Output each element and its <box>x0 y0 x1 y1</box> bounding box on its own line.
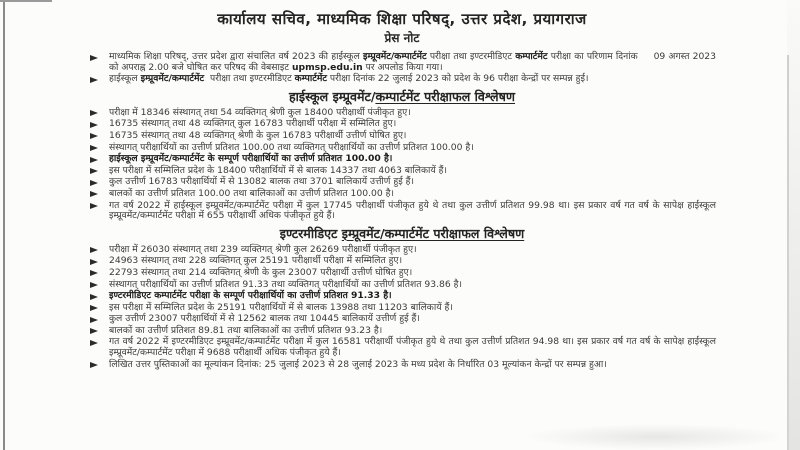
bullet-arrow-icon <box>90 133 98 139</box>
bullet-item <box>88 154 716 165</box>
bullet-item <box>88 52 716 73</box>
bullet-text: 16735 संस्थागत् तथा 48 व्यक्तिगत् कुल 16783 परीक्षार्थी परीक्षा में सम्मिलित हुए। <box>109 118 397 130</box>
bullet-item <box>88 291 716 302</box>
bullet-arrow-icon <box>90 270 98 276</box>
bullet-arrow-icon <box>90 180 98 186</box>
bullet-arrow-icon <box>90 157 98 163</box>
bullet-arrow-icon <box>90 55 98 61</box>
bullet-text: 16735 संस्थागत् तथा 48 व्यक्तिगत् श्रेणी के कुल 16783 परीक्षार्थी उत्तीर्ण घोषित हुए। <box>109 129 407 141</box>
bullet-item <box>88 166 716 177</box>
scan-blotch-bottom <box>526 424 786 450</box>
bullet-text: कुल उत्तीर्ण 23007 परीक्षार्थियों में से 12562 बालक तथा 10445 बालिकायें उत्तीर्ण हुई हैं। <box>109 313 420 325</box>
bullet-arrow-icon <box>90 305 98 311</box>
bullet-item <box>88 337 716 358</box>
bullet-arrow-icon <box>90 145 98 151</box>
bullet-item <box>88 177 716 188</box>
bullet-text: परीक्षा में 18346 संस्थागत् तथा 54 व्यक्तिगत् श्रेणी कुल 18400 परीक्षार्थी पंजीकृत हुए। <box>109 106 411 118</box>
bullet-arrow-icon <box>90 168 98 174</box>
bullet-arrow-icon <box>90 191 98 197</box>
bullet-text: हाईस्कूल इम्प्रूवमेंट/कम्पार्टमेंट के सम्पूर्ण परीक्षार्थियों का उत्तीर्ण प्रतिशत 100.00 है। <box>109 153 393 165</box>
bullet-item <box>88 268 716 279</box>
bullet-text: बालकों का उत्तीर्ण प्रतिशत 100.00 तथा बालिकाओं का उत्तीर्ण प्रतिशत 100.00 है। <box>109 187 394 199</box>
bullet-arrow-icon <box>90 110 98 116</box>
highschool-bullet-list <box>88 108 716 222</box>
bullet-arrow-icon <box>90 282 98 288</box>
bullet-arrow-icon <box>90 317 98 323</box>
bullet-item <box>88 314 716 325</box>
bullet-text: 22793 संस्थागत् तथा 214 व्यक्तिगत् श्रेणी के कुल 23007 परीक्षार्थी उत्तीर्ण घोषित हुए। <box>109 266 413 278</box>
document-content <box>88 10 716 371</box>
heading-text-underlined: इम्प्रूवमेंट/कम्पार्टमेंट परीक्षाफल विश्लेषण <box>341 225 525 241</box>
section-heading-highschool <box>88 89 716 105</box>
bullet-arrow-icon <box>90 259 98 265</box>
bullet-item <box>88 360 716 371</box>
bullet-arrow-icon <box>90 294 98 300</box>
bullet-arrow-icon <box>90 122 98 128</box>
heading-text-underlined: कम्पार्टमेंट परीक्षाफल विश्लेषण <box>375 88 516 104</box>
bullet-arrow-icon <box>90 77 98 83</box>
bullet-arrow-icon <box>90 362 98 368</box>
intro-bullet-list <box>88 52 716 85</box>
bullet-text: लिखित उत्तर पुस्तिकाओं का मूल्यांकन दिनांक: 25 जुलाई 2023 से 28 जुलाई 2023 के मध्य प्रदेश के निर्धारित 03 मूल्यांकन केन्द्रों पर सम्पन्न हुआ। <box>109 358 607 370</box>
scan-shadow-right <box>787 0 800 450</box>
closing-bullet-list <box>88 360 716 371</box>
bullet-item <box>88 303 716 314</box>
bullet-text: बालकों का उत्तीर्ण प्रतिशत 89.81 तथा बालिकाओं का उत्तीर्ण प्रतिशत 93.23 है। <box>109 324 383 336</box>
bullet-text: इस परीक्षा में सम्मिलित प्रदेश के 25191 परीक्षार्थियों में से बालक 13988 तथा 11203 बालिकायें हैं। <box>109 301 453 313</box>
bullet-text: गत वर्ष 2022 में हाईस्कूल इम्प्रूवमेंट/कम्पार्टमेंट परीक्षा में कुल 17745 परीक्षार्थी पंजीकृत हुये थे तथा कुल उत्तीर्ण प्रतिशत 99.98 था। इस प्रकार वर्ष गत वर्ष के सापेक्ष हाईस्कूल इम्प्रूवमेंट/कम्पार्टमेंट परीक्षा में 655 परीक्षार्थी अधिक पंजीकृत हुये हैं। <box>109 199 716 222</box>
bullet-text: कुल उत्तीर्ण 16783 परीक्षार्थियों में से 13082 बालक तथा 3701 बालिकायें उत्तीर्ण हुई हैं। <box>109 176 415 188</box>
bullet-text: गत वर्ष 2022 में इण्टरमीडिएट इम्प्रूवमेंट/कम्पार्टमेंट परीक्षा में कुल 16581 परीक्षार्थी पंजीकृत हुये थे तथा कुल उत्तीर्ण प्रतिशत 94.98 था। इस प्रकार वर्ष गत वर्ष के सापेक्ष हाईस्कूल इम्प्रूवमेंट/कम्पार्टमेंट परीक्षा में 9688 परीक्षार्थी अधिक पंजीकृत हुये हैं। <box>109 336 716 359</box>
section-heading-intermediate <box>88 226 716 242</box>
bullet-item <box>88 119 716 130</box>
bullet-text: हाईस्कूल इम्प्रूवमेंट/कम्पार्टमेंट परीक्षा तथा इण्टरमीडिएट कम्पार्टमेंट परीक्षा दिनांक 22 जुलाई 2023 को प्रदेश के 96 परीक्षा केन्द्रों पर सम्पन्न हुई। <box>109 73 589 85</box>
bullet-text: माध्यमिक शिक्षा परिषद्, उत्तर प्रदेश द्वारा संचालित वर्ष 2023 की हाईस्कूल इम्प्रूवमेंट/कम्पार्टमेंट परीक्षा तथा इण्टरमीडिएट कम्पार्टमेंट परीक्षा का परिणाम दिनांक 09 अगस्त 2023 को अपराह्न 2.00 बजे घोषित कर परिषद की वेबसाइट upmsp.edu.in पर अपलोड किया गया। <box>109 51 716 73</box>
page-subtitle: प्रेस नोट <box>384 31 420 45</box>
bullet-text: 24963 संस्थागत् तथा 228 व्यक्तिगत् कुल 25191 परीक्षार्थी परीक्षा में सम्मिलित हुए। <box>109 255 403 267</box>
bullet-text: इस परीक्षा में सम्मिलित प्रदेश के 18400 परीक्षार्थियों में से बालक 14337 तथा 4063 बालिकायें हैं। <box>109 164 448 176</box>
bullet-item <box>88 256 716 267</box>
intermediate-bullet-list <box>88 245 716 359</box>
bullet-item <box>88 245 716 256</box>
heading-text-plain: इण्टरमीडिएट <box>279 225 342 241</box>
bullet-item <box>88 131 716 142</box>
bullet-item <box>88 201 716 222</box>
bullet-arrow-icon <box>90 247 98 253</box>
bullet-item <box>88 108 716 119</box>
bullet-item <box>88 189 716 200</box>
bullet-text: इण्टरमीडिएट कम्पार्टमेंट परीक्षा के सम्पूर्ण परीक्षार्थियों का उत्तीर्ण प्रतिशत 91.33 है। <box>109 290 392 302</box>
bullet-item <box>88 280 716 291</box>
bullet-arrow-icon <box>90 340 98 346</box>
bullet-text: संस्थागत् परीक्षार्थियों का उत्तीर्ण प्रतिशत 91.33 तथा व्यक्तिगत् परीक्षार्थियों का उत्तीर्ण प्रतिशत 93.86 है। <box>109 278 462 290</box>
heading-text-plain: हाईस्कूल इम्प्रूवमेंट/ <box>288 88 376 104</box>
scan-edge-left <box>3 0 5 450</box>
bullet-text: संस्थागत् परीक्षार्थियों का उत्तीर्ण प्रतिशत 100.00 तथा व्यक्तिगत् परीक्षार्थियों का उत्तीर्ण प्रतिशत 100.00 है। <box>109 141 474 153</box>
bullet-text: परीक्षा में 26030 संस्थागत् तथा 239 व्यक्तिगत् श्रेणी कुल 26269 परीक्षार्थी पंजीकृत हुए। <box>109 243 417 255</box>
bullet-item <box>88 143 716 154</box>
bullet-item <box>88 74 716 85</box>
scan-edge-top <box>0 0 52 2</box>
bullet-arrow-icon <box>90 328 98 334</box>
page-title: कार्यालय सचिव, माध्यमिक शिक्षा परिषद्, उत्तर प्रदेश, प्रयागराज <box>217 10 587 28</box>
bullet-item <box>88 326 716 337</box>
bullet-arrow-icon <box>90 203 98 209</box>
